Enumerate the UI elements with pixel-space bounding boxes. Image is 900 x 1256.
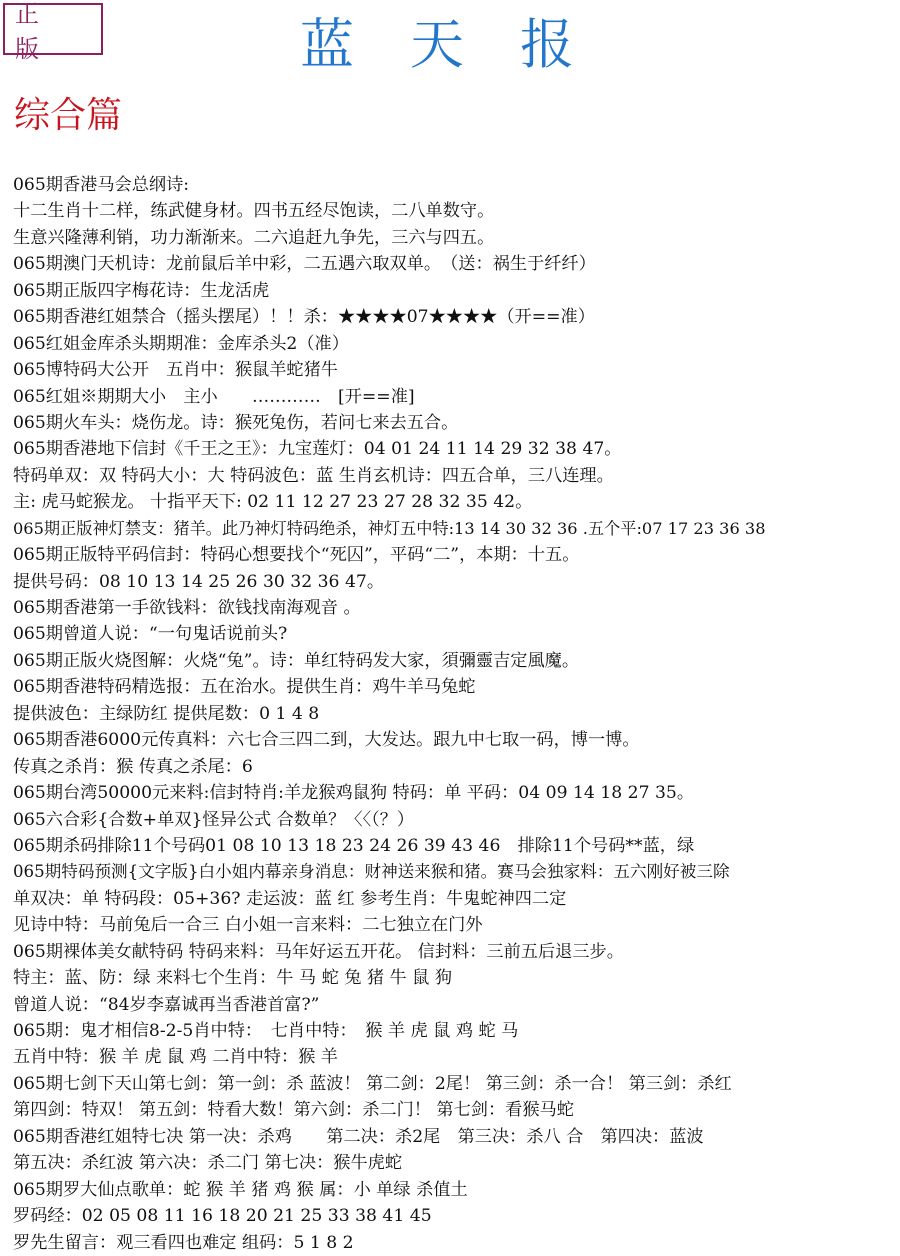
text-line: 065期香港红姐禁合（摇头摆尾）！！杀：★★★★07★★★★（开==准） — [13, 307, 595, 328]
text-line: 065期香港马会总纲诗: — [13, 175, 190, 195]
text-line: 第五决：杀红波 第六决：杀二门 第七决：猴牛虎蛇 — [13, 1153, 403, 1174]
text-line: 065期七剑下天山第七剑：第一剑：杀 蓝波！ 第二剑：2尾！ 第三剑：杀一合！ 第三剑：杀红 — [13, 1073, 732, 1094]
text-line: 065期香港第一手欲钱料：欲钱找南海观音 。 — [13, 598, 361, 618]
text-line: 提供号码：08 10 13 14 25 26 30 32 36 47。 — [13, 571, 385, 592]
text-line: 罗码经：02 05 08 11 16 18 20 21 25 33 38 41 45 — [13, 1206, 432, 1227]
text-line: 065博特码大公开 五肖中：猴鼠羊蛇猪牛 — [13, 360, 338, 381]
text-line: 见诗中特：马前兔后一合三 白小姐一言来料：二七独立在门外 — [13, 915, 483, 936]
text-line: 曾道人说：“84岁李嘉诚再当香港首富?” — [13, 994, 320, 1015]
text-line: 065期正版神灯禁支：猪羊。此乃神灯特码绝杀，神灯五中特:13 14 30 32 36 .五个平:07 17 23 36 38 — [13, 518, 766, 538]
text-line: 065期罗大仙点歌单：蛇 猴 羊 猪 鸡 猴 属：小 单绿 杀值土 — [13, 1179, 468, 1200]
text-line: 特码单双：双 特码大小：大 特码波色：蓝 生肖玄机诗：四五合单，三八连理。 — [13, 465, 614, 486]
edition-badge: 正 版 — [3, 3, 103, 55]
text-line: 单双决：单 特码段：05+36? 走运波：蓝 红 参考生肖：牛鬼蛇神四二定 — [13, 888, 567, 909]
text-line: 065期裸体美女献特码 特码来料：马年好运五开花。 信封料：三前五后退三步。 — [13, 941, 624, 962]
text-line: 生意兴隆薄利销，功力渐渐来。二六追赶九争先，三六与四五。 — [13, 227, 495, 248]
text-line: 065期香港红姐特七决 第一决：杀鸡 第二决：杀2尾 第三决：杀八 合 第四决：蓝波 — [13, 1126, 704, 1147]
text-line: 065期澳门天机诗：龙前鼠后羊中彩，二五遇六取双单。 （送：祸生于纤纤） — [13, 254, 596, 275]
text-line: 065期：鬼才相信8-2-5肖中特： 七肖中特： 猴 羊 虎 鼠 鸡 蛇 马 — [13, 1021, 519, 1041]
text-line: 065期特码预测{文字版}白小姐内幕亲身消息：财神送来猴和猪。赛马会独家料：五六刚好被三除 — [13, 862, 730, 882]
page-title: 蓝天报 — [300, 13, 630, 76]
text-line: 五肖中特：猴 羊 虎 鼠 鸡 二肖中特：猴 羊 — [13, 1047, 338, 1068]
text-line: 065期台湾50000元来料:信封特肖:羊龙猴鸡鼠狗 特码：单 平码：04 09 14 18 27 35。 — [13, 783, 695, 804]
section-heading: 综合篇 — [14, 95, 123, 136]
text-line: 065期香港地下信封《千王之王》：九宝莲灯：04 01 24 11 14 29 32 38 47。 — [13, 439, 622, 460]
article-body — [13, 172, 898, 1256]
text-line: 065期正版四字梅花诗：生龙活虎 — [13, 280, 270, 301]
text-line: 065红姐金库杀头期期准：金库杀头2（准） — [13, 333, 349, 354]
text-line: 第四剑：特双！ 第五剑：特看大数！第六剑：杀二门！ 第七剑：看猴马蛇 — [13, 1100, 574, 1121]
text-line: 065期曾道人说：“一句鬼话说前头? — [13, 624, 288, 645]
text-line: 065期杀码排除11个号码01 08 10 13 18 23 24 26 39 43 46 排除11个号码**蓝，绿 — [13, 835, 695, 856]
text-line: 065期香港6000元传真料：六七合三四二到，大发达。跟九中七取一码，博一博。 — [13, 730, 640, 751]
text-line: 特主：蓝、防：绿 来料七个生肖：牛 马 蛇 兔 猪 牛 鼠 狗 — [13, 968, 453, 989]
text-line: 065期正版火烧图解：火烧“兔”。诗：单红特码发大家，須彌靈吉定風魔。 — [13, 650, 580, 671]
text-line: 065红姐※期期大小 主小 ………… [开==准] — [13, 386, 415, 407]
text-line: 提供波色：主绿防红 提供尾数：0 1 4 8 — [13, 703, 320, 724]
text-line: 065期火车头：烧伤龙。诗：猴死兔伤，若问七来去五合。 — [13, 412, 459, 433]
text-line: 十二生肖十二样，练武健身材。四书五经尽饱读，二八单数守。 — [13, 201, 495, 222]
text-line: 传真之杀肖：猴 传真之杀尾：6 — [13, 756, 253, 777]
text-line: 065期正版特平码信封：特码心想要找个“死囚”，平码“二”，本期：十五。 — [13, 545, 580, 566]
text-line: 065期香港特码精选报：五在治水。提供生肖：鸡牛羊马兔蛇 — [13, 677, 476, 698]
text-line: 罗先生留言：观三看四也难定 组码：5 1 8 2 — [13, 1232, 354, 1253]
text-line: 065六合彩{合数+单双}怪异公式 合数单？〈〈（？） — [13, 809, 415, 830]
text-line: 主: 虎马蛇猴龙。 十指平天下: 02 11 12 27 23 27 28 32 35 42。 — [13, 492, 533, 513]
